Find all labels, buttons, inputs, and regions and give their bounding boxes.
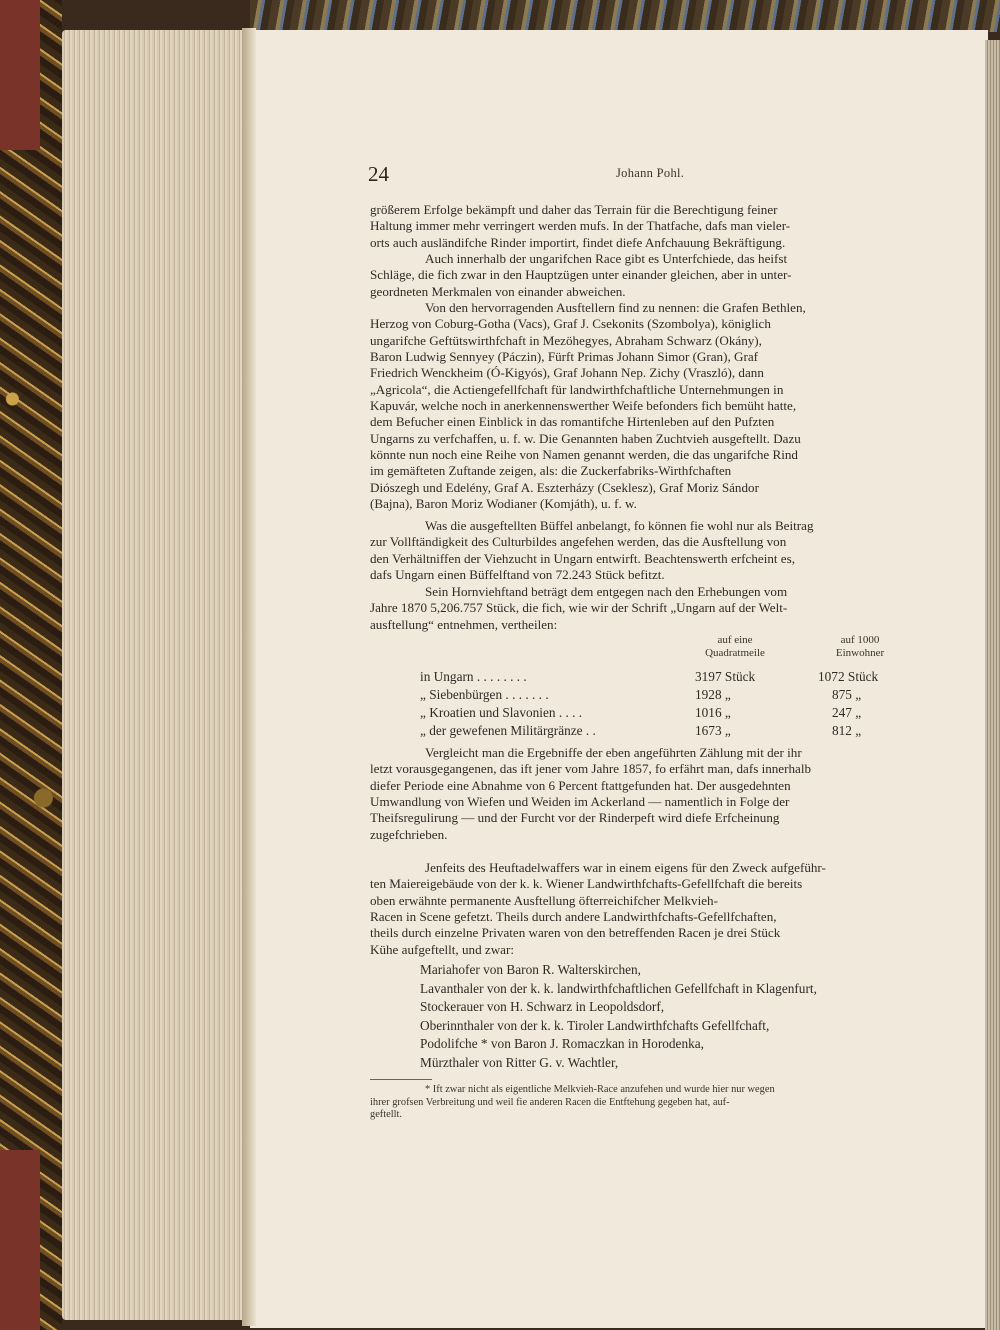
text-line: theils durch einzelne Privaten waren von den betreffenden Racen je drei Stück <box>370 925 781 941</box>
paragraph-4 <box>370 518 950 583</box>
text-line: Jahre 1870 5,206.757 Stück, die fich, wie wir der Schrift „Ungarn auf der Welt- <box>370 600 788 616</box>
text-line: oben erwähnte permanente Ausftellung öfterreichifcher Melkvieh- <box>370 892 718 908</box>
text-line: ausftellung“ entnehmen, vertheilen: <box>370 616 558 632</box>
text-line: Kühe aufgeftellt, und zwar: <box>370 941 514 957</box>
list-item: Mariahofer von Baron R. Walterskirchen, <box>420 962 641 977</box>
page-stack <box>62 30 245 1320</box>
text-line: größerem Erfolge bekämpft und daher das Terrain für die Berechtigung feiner <box>370 202 778 217</box>
text-line: Jenfeits des Heuftadelwaffers war in einem eigens für den Zweck aufgeführ- <box>425 860 826 875</box>
text-line: letzt vorausgegangenen, das ift jener vom Jahre 1857, fo erfährt man, dafs innerhalb <box>370 761 812 777</box>
page-header <box>368 162 948 192</box>
footnote-line: * Ift zwar nicht als eigentliche Melkvieh-Race anzufehen und wurde hier nur wegen <box>425 1084 775 1095</box>
paragraph-3 <box>370 300 950 512</box>
text-line: Umwandlung von Wiefen und Weiden im Ackerland — namentlich in Folge der <box>370 794 790 810</box>
table-row <box>420 669 920 686</box>
table-cell-region: „ der gewefenen Militärgränze . . <box>420 723 596 738</box>
text-line: Haltung immer mehr verringert werden mufs. In der Thatfache, dafs man vieler- <box>370 218 791 234</box>
table-cell-per-sq-mile: 1016 „ <box>695 705 731 720</box>
table-cell-per-sq-mile: 1673 „ <box>695 723 731 738</box>
text-line: Auch innerhalb der ungarifchen Race gibt es Unterfchiede, das heifst <box>425 251 788 266</box>
marbled-cover <box>0 0 62 1330</box>
text-line: zur Vollftändigkeit des Culturbildes angefehen werden, das die Ausftellung von <box>370 534 787 550</box>
paragraph-2 <box>370 251 950 300</box>
text-line: Ungarns zu verfchaffen, u. f. w. Die Genannten haben Zuchtvieh ausgeftellt. Dazu <box>370 430 801 446</box>
running-title: Johann Pohl. <box>616 166 685 180</box>
paragraph-6 <box>370 745 950 843</box>
table-cell-per-1000: 875 „ <box>832 687 862 702</box>
table-cell-per-sq-mile: 3197 Stück <box>695 669 756 684</box>
book-top-edge <box>250 0 1000 32</box>
breeds-list <box>420 961 817 1073</box>
text-line: Von den hervorragenden Ausftellern find zu nennen: die Grafen Bethlen, <box>425 300 806 315</box>
page-number: 24 <box>368 162 389 186</box>
list-item: Stockerauer von H. Schwarz in Leopoldsdorf, <box>420 999 665 1015</box>
text-line: Was die ausgeftellten Büffel anbelangt, fo können fie wohl nur als Beitrag <box>425 518 814 533</box>
text-line: ungarifche Geftütswirthfchaft in Mezöhegyes, Abraham Schwarz (Okány), <box>370 332 762 348</box>
paragraph-5 <box>370 584 950 633</box>
text-line: (Bajna), Baron Moriz Wodianer (Komjáth), u. f. w. <box>370 496 637 512</box>
list-item: Podolifche * von Baron J. Romaczkan in Horodenka, <box>420 1036 704 1052</box>
text-line: Herzog von Coburg-Gotha (Vacs), Graf J. Csekonits (Szombolya), königlich <box>370 316 771 332</box>
header-line: Einwohner <box>835 647 885 659</box>
text-line: könnte nun noch eine Reihe von Namen genannt werden, die das ungarifche Rind <box>370 447 798 463</box>
text-line: dafs Ungarn einen Büffelftand von 72.243 Stück befitzt. <box>370 567 665 583</box>
text-line: im gemäfteten Zuftande zeigen, als: die Zuckerfabriks-Wirthfchaften <box>370 463 732 479</box>
book-gutter <box>242 28 256 1326</box>
header-line: auf 1000 <box>840 634 880 646</box>
header-line: auf eine <box>717 634 753 646</box>
paragraph-1 <box>370 202 950 251</box>
text-line: Baron Ludwig Sennyey (Páczin), Fürft Primas Johann Simor (Gran), Graf <box>370 349 759 365</box>
footnote-line: geftellt. <box>370 1109 403 1120</box>
table-cell-per-1000: 812 „ <box>832 723 862 738</box>
text-line: dem Befucher einen Einblick in das romantifche Hirtenleben auf den Pufzten <box>370 414 775 430</box>
table-cell-region: „ Siebenbürgen . . . . . . . <box>420 687 549 702</box>
table-cell-region: „ Kroatien und Slavonien . . . . <box>420 705 583 720</box>
header-line: Quadratmeile <box>705 647 765 659</box>
text-line: Schläge, die fich zwar in den Hauptzügen unter einander gleichen, aber in unter- <box>370 267 792 283</box>
paragraph-7 <box>370 860 950 958</box>
table-col-header-sq-mile <box>680 634 790 660</box>
table-cell-per-sq-mile: 1928 „ <box>695 687 731 702</box>
text-line: Friedrich Wenckheim (Ó-Kigyós), Graf Johann Nep. Zichy (Vraszló), dann <box>370 365 764 381</box>
table-cell-per-1000: 1072 Stück <box>818 669 879 684</box>
text-line: Theifsregulirung — und der Furcht vor der Rinderpeft wird diefe Erfcheinung <box>370 810 780 826</box>
text-line: geordneten Merkmalen von einander abweichen. <box>370 283 626 299</box>
text-line: Diószegh und Edelény, Graf A. Eszterházy (Cseklesz), Graf Moriz Sándor <box>370 479 759 495</box>
list-item: Mürzthaler von Ritter G. v. Wachtler, <box>420 1054 619 1070</box>
table-col-header-per-1000 <box>805 634 915 660</box>
footnote-rule <box>370 1079 432 1080</box>
table-cell-per-1000: 247 „ <box>832 705 862 720</box>
text-line: Kapuvár, welche noch in anerkennenswerther Weife befonders fich bemüht hatte, <box>370 398 797 414</box>
list-item: Lavanthaler von der k. k. landwirthfchaftlichen Gefellfchaft in Klagenfurt, <box>420 980 817 996</box>
text-line: „Agricola“, die Actiengefellfchaft für landwirthfchaftliche Unternehmungen in <box>370 381 784 397</box>
cover-corner-top <box>0 0 40 150</box>
footnote-line: ihrer grofsen Verbreitung und weil fie anderen Racen die Entftehung gegeben hat, auf- <box>370 1096 730 1108</box>
footnote <box>370 1084 950 1122</box>
text-line: Vergleicht man die Ergebniffe der eben angeführten Zählung mit der ihr <box>425 745 802 760</box>
table-row <box>420 723 920 740</box>
list-item: Oberinnthaler von der k. k. Tiroler Landwirthfchafts Gefellfchaft, <box>420 1017 770 1033</box>
text-line: diefer Periode eine Abnahme von 6 Percent ftattgefunden hat. Der ausgedehnten <box>370 777 791 793</box>
text-line: Sein Hornviehftand beträgt dem entgegen nach den Erhebungen vom <box>425 584 788 599</box>
table-row <box>420 705 920 722</box>
table-row <box>420 687 920 704</box>
text-line: Racen in Scene gefetzt. Theils durch andere Landwirthfchafts-Gefellfchaften, <box>370 909 777 925</box>
text-line: zugefchrieben. <box>370 826 448 842</box>
cover-corner-bottom <box>0 1150 40 1330</box>
text-line: den Verhältniffen der Viehzucht in Ungarn entwirft. Beachtenswerth erfcheint es, <box>370 550 795 566</box>
table-cell-region: in Ungarn . . . . . . . . <box>420 669 527 684</box>
text-line: orts auch ausländifche Rinder importirt, findet diefe Anfchauung Bekräftigung. <box>370 234 786 250</box>
right-page-edge <box>985 40 1000 1330</box>
text-line: ten Maiereigebäude von der k. k. Wiener Landwirthfchafts-Gefellfchaft die bereits <box>370 876 803 892</box>
